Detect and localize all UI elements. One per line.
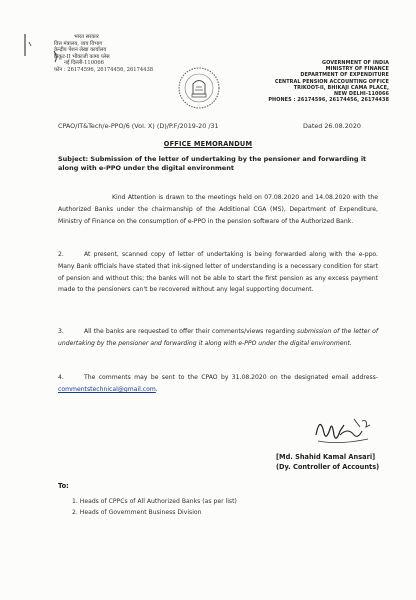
paragraph-number: 3. [58,328,64,335]
english-line: PHONES : 26174596, 26174456, 26174438 [268,97,389,104]
english-line: MINISTRY OF FINANCE [325,66,389,73]
list-item: 2. Heads of Government Business Division [72,508,202,516]
signatory-block [276,452,388,472]
paragraph-text: The comments may be sent to the CPAO by 31.08.2020 on the designated email address- [84,374,378,381]
english-line: CENTRAL PENSION ACCOUNTING OFFICE [274,78,389,85]
hindi-letterhead [54,34,164,74]
signatory-designation: (Dy. Controller of Accounts) [276,463,380,471]
reference-number: CPAO/IT&Tech/e-PPO/6 (Vol. X) (D)/P.F/2019-20 /31 [58,122,219,130]
english-line: TRIKOOT-II, BHIKAJI CAMA PLACE, [293,84,389,91]
paragraph-number: 4. [58,374,64,381]
english-line: GOVERNMENT OF INDIA [321,60,389,66]
hindi-line: त्रिकूट-II भीकाजी कामा प्लेस [54,53,110,60]
margin-mark [22,32,34,74]
paragraph-1: Kind Attention is drawn to the meetings held on 07.08.2020 and 14.08.2020 with the Authorized Banks under the chairmanship of the Additional CGA (MS), Department of Expenditure, Ministry of Finance on the consumption of e-PPO in the pension software of the Authorized Bank. [58,194,378,225]
recipients-list [72,497,237,519]
paragraph-4 [58,372,378,396]
paragraph-italic-text: submission of the letter of undertaking by the pensioner and forwarding it along with e-PPO under the digital environment. [58,328,378,347]
hindi-line: फोन : 26174596, 26174456, 26174438 [54,66,154,73]
paragraph-text: All the banks are requested to offer their comments/views regarding [84,328,298,335]
paragraph-3 [58,326,378,350]
email-link[interactable]: commentstechnical@gmail.com [58,385,156,393]
english-line: DEPARTMENT OF EXPENDITURE [300,72,389,79]
date: Dated 26.08.2020 [303,122,361,130]
paragraph-2 [58,249,378,296]
english-line: NEW DELHI-110066 [333,91,389,98]
paragraph-number: 2. [58,251,64,258]
emblem-seal-icon [177,66,221,110]
english-letterhead [229,60,389,103]
signatory-name: [Md. Shahid Kamal Ansari] [276,453,376,461]
paragraph-text: At present, scanned copy of letter of undertaking is being forwarded along with the e-ppo. Many Bank officials have stated that ink-signed letter of understanding is a necessary condition for start of pension and without this; the banks will not be able to start the first pension as any excess payment made to the pensioners can't be recovered without any legal supporting document. [58,251,378,294]
subject-line: Subject: Submission of the letter of undertaking by the pensioner and forwarding it along with e-PPO under the digital environment [58,155,367,173]
hindi-line: नई दिल्ली-110066 [64,60,104,67]
list-item: 1. Heads of CPPCs of All Authorized Banks (as per list) [72,498,237,505]
hindi-line: केन्द्रीय पेंशन लेखा कार्यालय [54,47,107,54]
handwritten-signature [310,405,384,453]
document-title: OFFICE MEMORANDUM [163,140,253,148]
paragraph-end: . [155,385,158,393]
recipients-label: To: [58,482,69,490]
hindi-line: वित्त मंत्रालय, व्यय विभाग [54,40,103,47]
hindi-line: भारत सरकार [74,34,99,40]
